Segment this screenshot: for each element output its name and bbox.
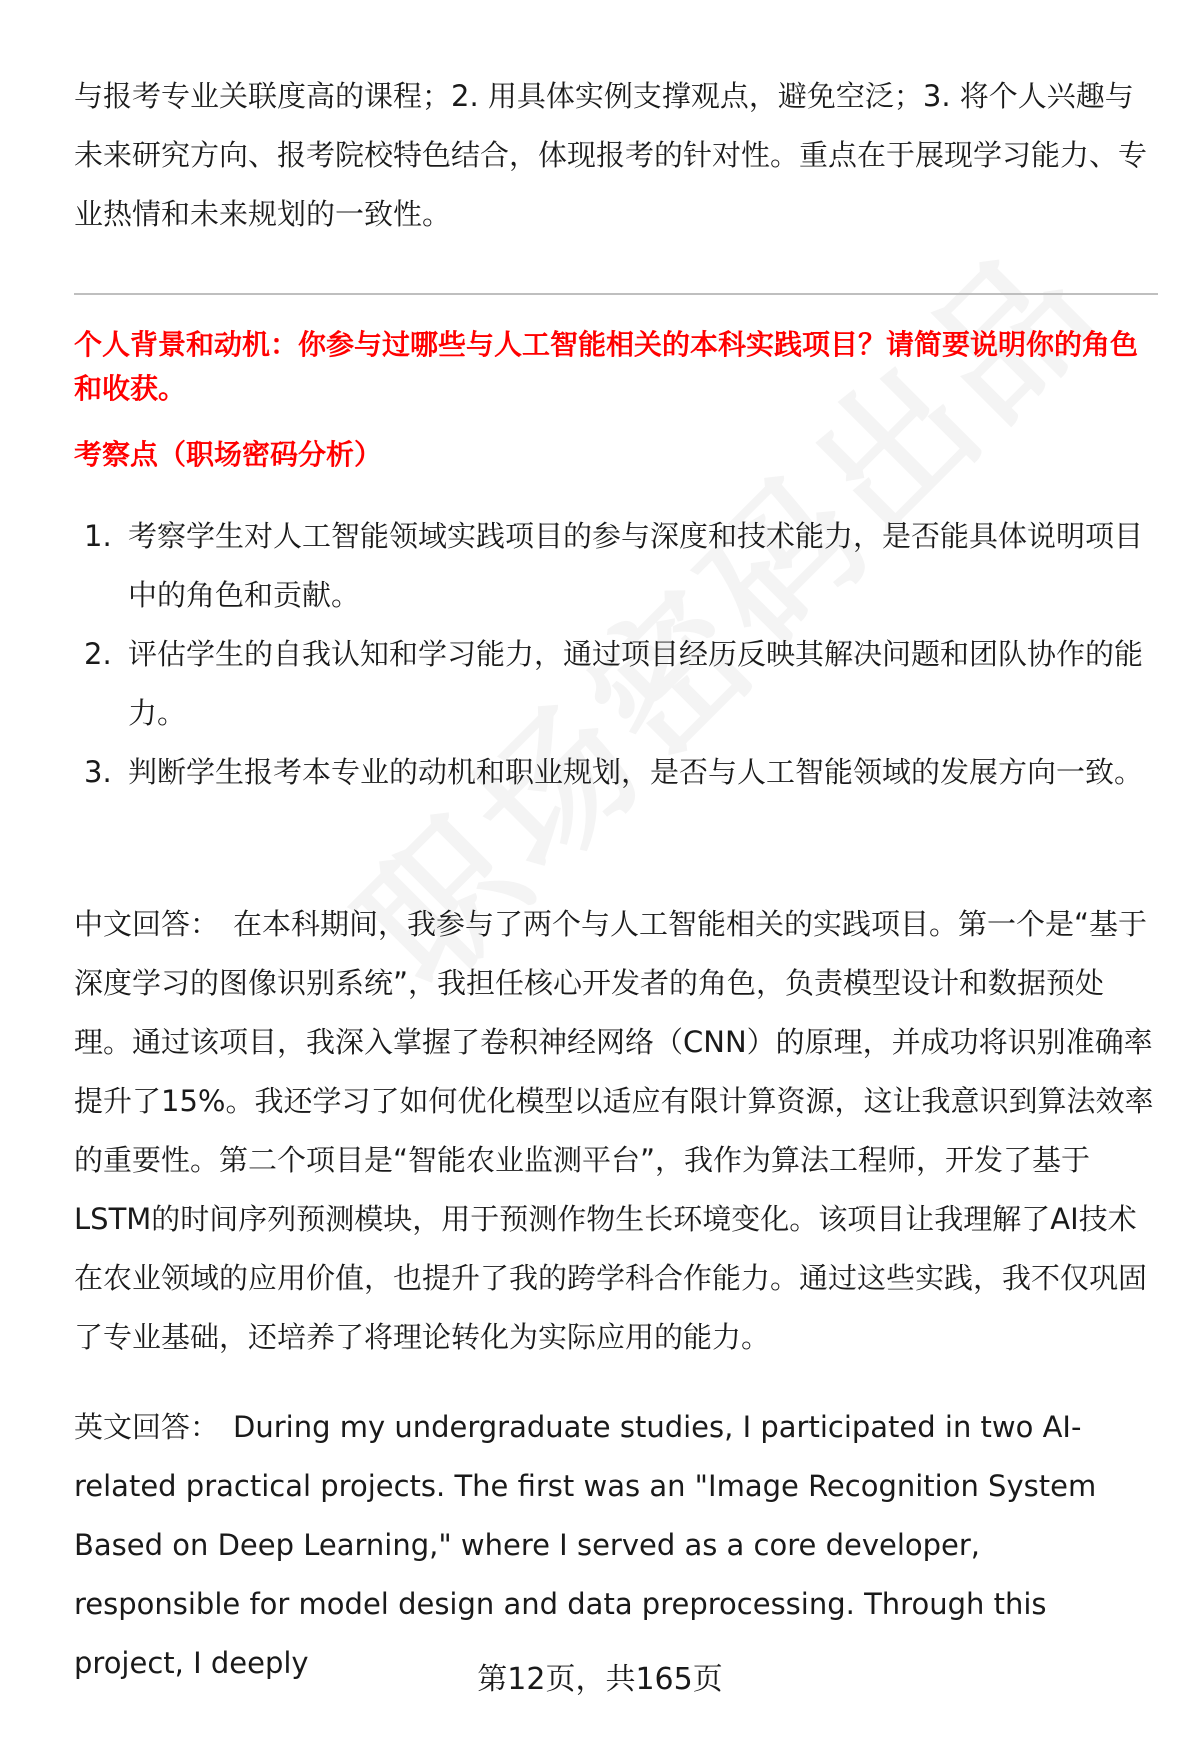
list-item-text: 判断学生报考本专业的动机和职业规划，是否与人工智能领域的发展方向一致。 [128, 755, 1144, 789]
analysis-heading: 考察点（职场密码分析） [74, 438, 383, 471]
list-item [74, 743, 1158, 802]
chinese-answer-text: 在本科期间，我参与了两个与人工智能相关的实践项目。第一个是“基于深度学习的图像识别系统”，我担任核心开发者的角色，负责模型设计和数据预处理。通过该项目，我深入掌握了卷积神经网络（CNN）的原理，并成功将识别准确率提升了15%。我还学习了如何优化模型以适应有限计算资源，这让我意识到算法效率的重要性。第二个项目是“智能农业监测平台”，我作为算法工程师，开发了基于LSTM的时间序列预测模块，用于预测作物生长环境变化。该项目让我理解了AI技术在农业领域的应用价值，也提升了我的跨学科合作能力。通过这些实践，我不仅巩固了专业基础，还培养了将理论转化为实际应用的能力。 [74, 907, 1154, 1354]
chinese-answer [74, 895, 1154, 1367]
list-item [74, 507, 1158, 625]
english-answer-label: 英文回答： [74, 1410, 220, 1444]
chinese-answer-label: 中文回答： [74, 907, 220, 941]
list-item-number: 3. [84, 755, 112, 789]
list-item [74, 625, 1158, 743]
page-footer: 第12页，共165页 [477, 1662, 723, 1697]
list-item-number: 1. [84, 519, 112, 553]
question-heading: 个人背景和动机：你参与过哪些与人工智能相关的本科实践项目？请简要说明你的角色和收获。 [74, 328, 1139, 405]
list-item-text: 评估学生的自我认知和学习能力，通过项目经历反映其解决问题和团队协作的能力。 [128, 637, 1144, 730]
english-answer [74, 1398, 1154, 1693]
intro-paragraph: 与报考专业关联度高的课程；2. 用具体实例支撑观点，避免空泛；3. 将个人兴趣与未来研究方向、报考院校特色结合，体现报考的针对性。重点在于展现学习能力、专业热情和未来规划的一致性。 [74, 79, 1148, 231]
section-divider [74, 293, 1158, 295]
english-answer-text: During my undergraduate studies, I participated in two AI-related practical projects. The first was an "Image Recognition System Based on Deep Learning," where I served as a core developer, responsible for model design and data preprocessing. Through this project, I deeply [74, 1410, 1097, 1680]
list-item-text: 考察学生对人工智能领域实践项目的参与深度和技术能力，是否能具体说明项目中的角色和贡献。 [128, 519, 1144, 612]
analysis-list [74, 507, 1158, 802]
list-item-number: 2. [84, 637, 112, 671]
